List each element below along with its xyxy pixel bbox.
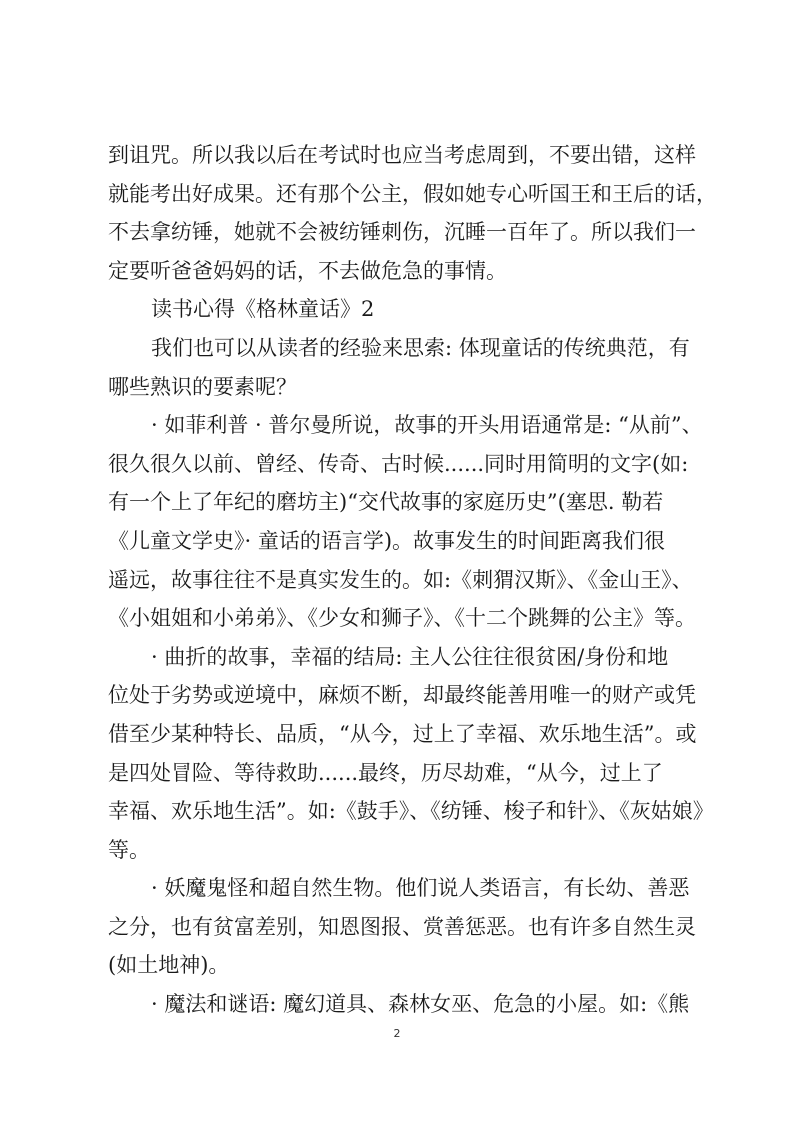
page-number: 2 (393, 1027, 401, 1040)
text-line: 定要听爸爸妈妈的话，不去做危急的事情。 (108, 258, 507, 283)
text-line: 是四处冒险、等待救助......最终，历尽劫难，“从今，过上了 (108, 760, 663, 785)
text-line: 《小姐姐和小弟弟》、《少女和狮子》、《十二个跳舞的公主》等。 (108, 606, 696, 631)
text-line: 之分，也有贫富差别，知恩图报、赏善惩恶。也有许多自然生灵 (108, 914, 696, 939)
body-text (108, 136, 717, 1024)
bullet-line: · 曲折的故事，幸福的结局: 主人公往往很贫困/身份和地 (151, 644, 669, 669)
text-line: 就能考出好成果。还有那个公主，假如她专心听国王和王后的话， (108, 181, 717, 206)
text-line: 《儿童文学史》· 童话的语言学)。故事发生的时间距离我们很 (108, 528, 666, 553)
section-heading: 读书心得《格林童话》2 (151, 297, 375, 322)
text-line: 很久很久以前、曾经、传奇、古时候......同时用简明的文字(如: (108, 451, 689, 476)
text-line: 位处于劣势或逆境中，麻烦不断，却最终能善用唯一的财产或凭 (108, 683, 696, 708)
text-line: 到诅咒。所以我以后在考试时也应当考虑周到，不要出错，这样 (108, 143, 696, 167)
text-line: 遥远，故事往往不是真实发生的。如:《刺猬汉斯》、《金山王》、 (108, 567, 693, 592)
bullet-line: · 如菲利普 · 普尔曼所说，故事的开头用语通常是: “从前”、 (151, 413, 703, 438)
text-line: (如土地神)。 (108, 953, 230, 978)
text-line: 借至少某种特长、品质，“从今，过上了幸福、欢乐地生活”。或 (108, 721, 697, 746)
text-line: 我们也可以从读者的经验来思索: 体现童话的传统典范，有 (151, 335, 690, 360)
text-line: 有一个上了年纪的磨坊主)“交代故事的家庭历史”(塞思. 勒若 (108, 490, 664, 515)
text-line: 等。 (108, 837, 150, 862)
bullet-line: · 妖魔鬼怪和超自然生物。他们说人类语言，有长幼、善恶 (151, 876, 690, 901)
bullet-line: · 魔法和谜语: 魔幻道具、森林女巫、危急的小屋。如:《熊 (151, 992, 690, 1017)
text-line: 不去拿纺锤，她就不会被纺锤刺伤，沉睡一百年了。所以我们一 (108, 220, 696, 245)
text-line: 哪些熟识的要素呢？ (108, 374, 297, 399)
text-line: 幸福、欢乐地生活”。如:《鼓手》、《纺锤、梭子和针》、《灰姑娘》 (108, 799, 714, 824)
